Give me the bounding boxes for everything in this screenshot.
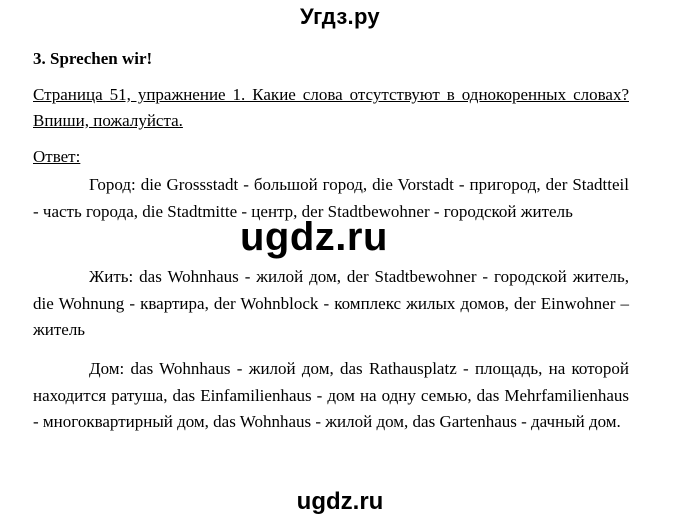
answer-label: Ответ:: [33, 147, 81, 166]
section-title: 3. Sprechen wir!: [33, 49, 153, 68]
site-header: Угдз.ру: [300, 4, 380, 29]
exercise-question: Страница 51, упражнение 1. Какие слова отсутствуют в однокоренных словах? Впиши, пожалуйста.: [33, 85, 629, 130]
answer-paragraph-city: Город: die Grossstadt - большой город, die Vorstadt - пригород, der Stadtteil - часть города, die Stadtmitte - центр, der Stadtbewohner - городской житель: [33, 175, 629, 221]
watermark-bottom: ugdz.ru: [296, 488, 384, 515]
answer-paragraph-house: Дом: das Wohnhaus - жилой дом, das Rathausplatz - площадь, на которой находится ратуша, das Einfamilienhaus - дом на одну семью, das Mehrfamilienhaus - многоквартирный дом, das Wohnhaus - жилой дом, das Gartenhaus - дачный дом.: [33, 359, 629, 431]
watermark-middle: ugdz.ru: [240, 215, 388, 259]
answer-paragraph-live: Жить: das Wohnhaus - жилой дом, der Stadtbewohner - городской житель, die Wohnung - квартира, der Wohnblock - комплекс жилых домов, der Einwohner – житель: [33, 267, 629, 339]
